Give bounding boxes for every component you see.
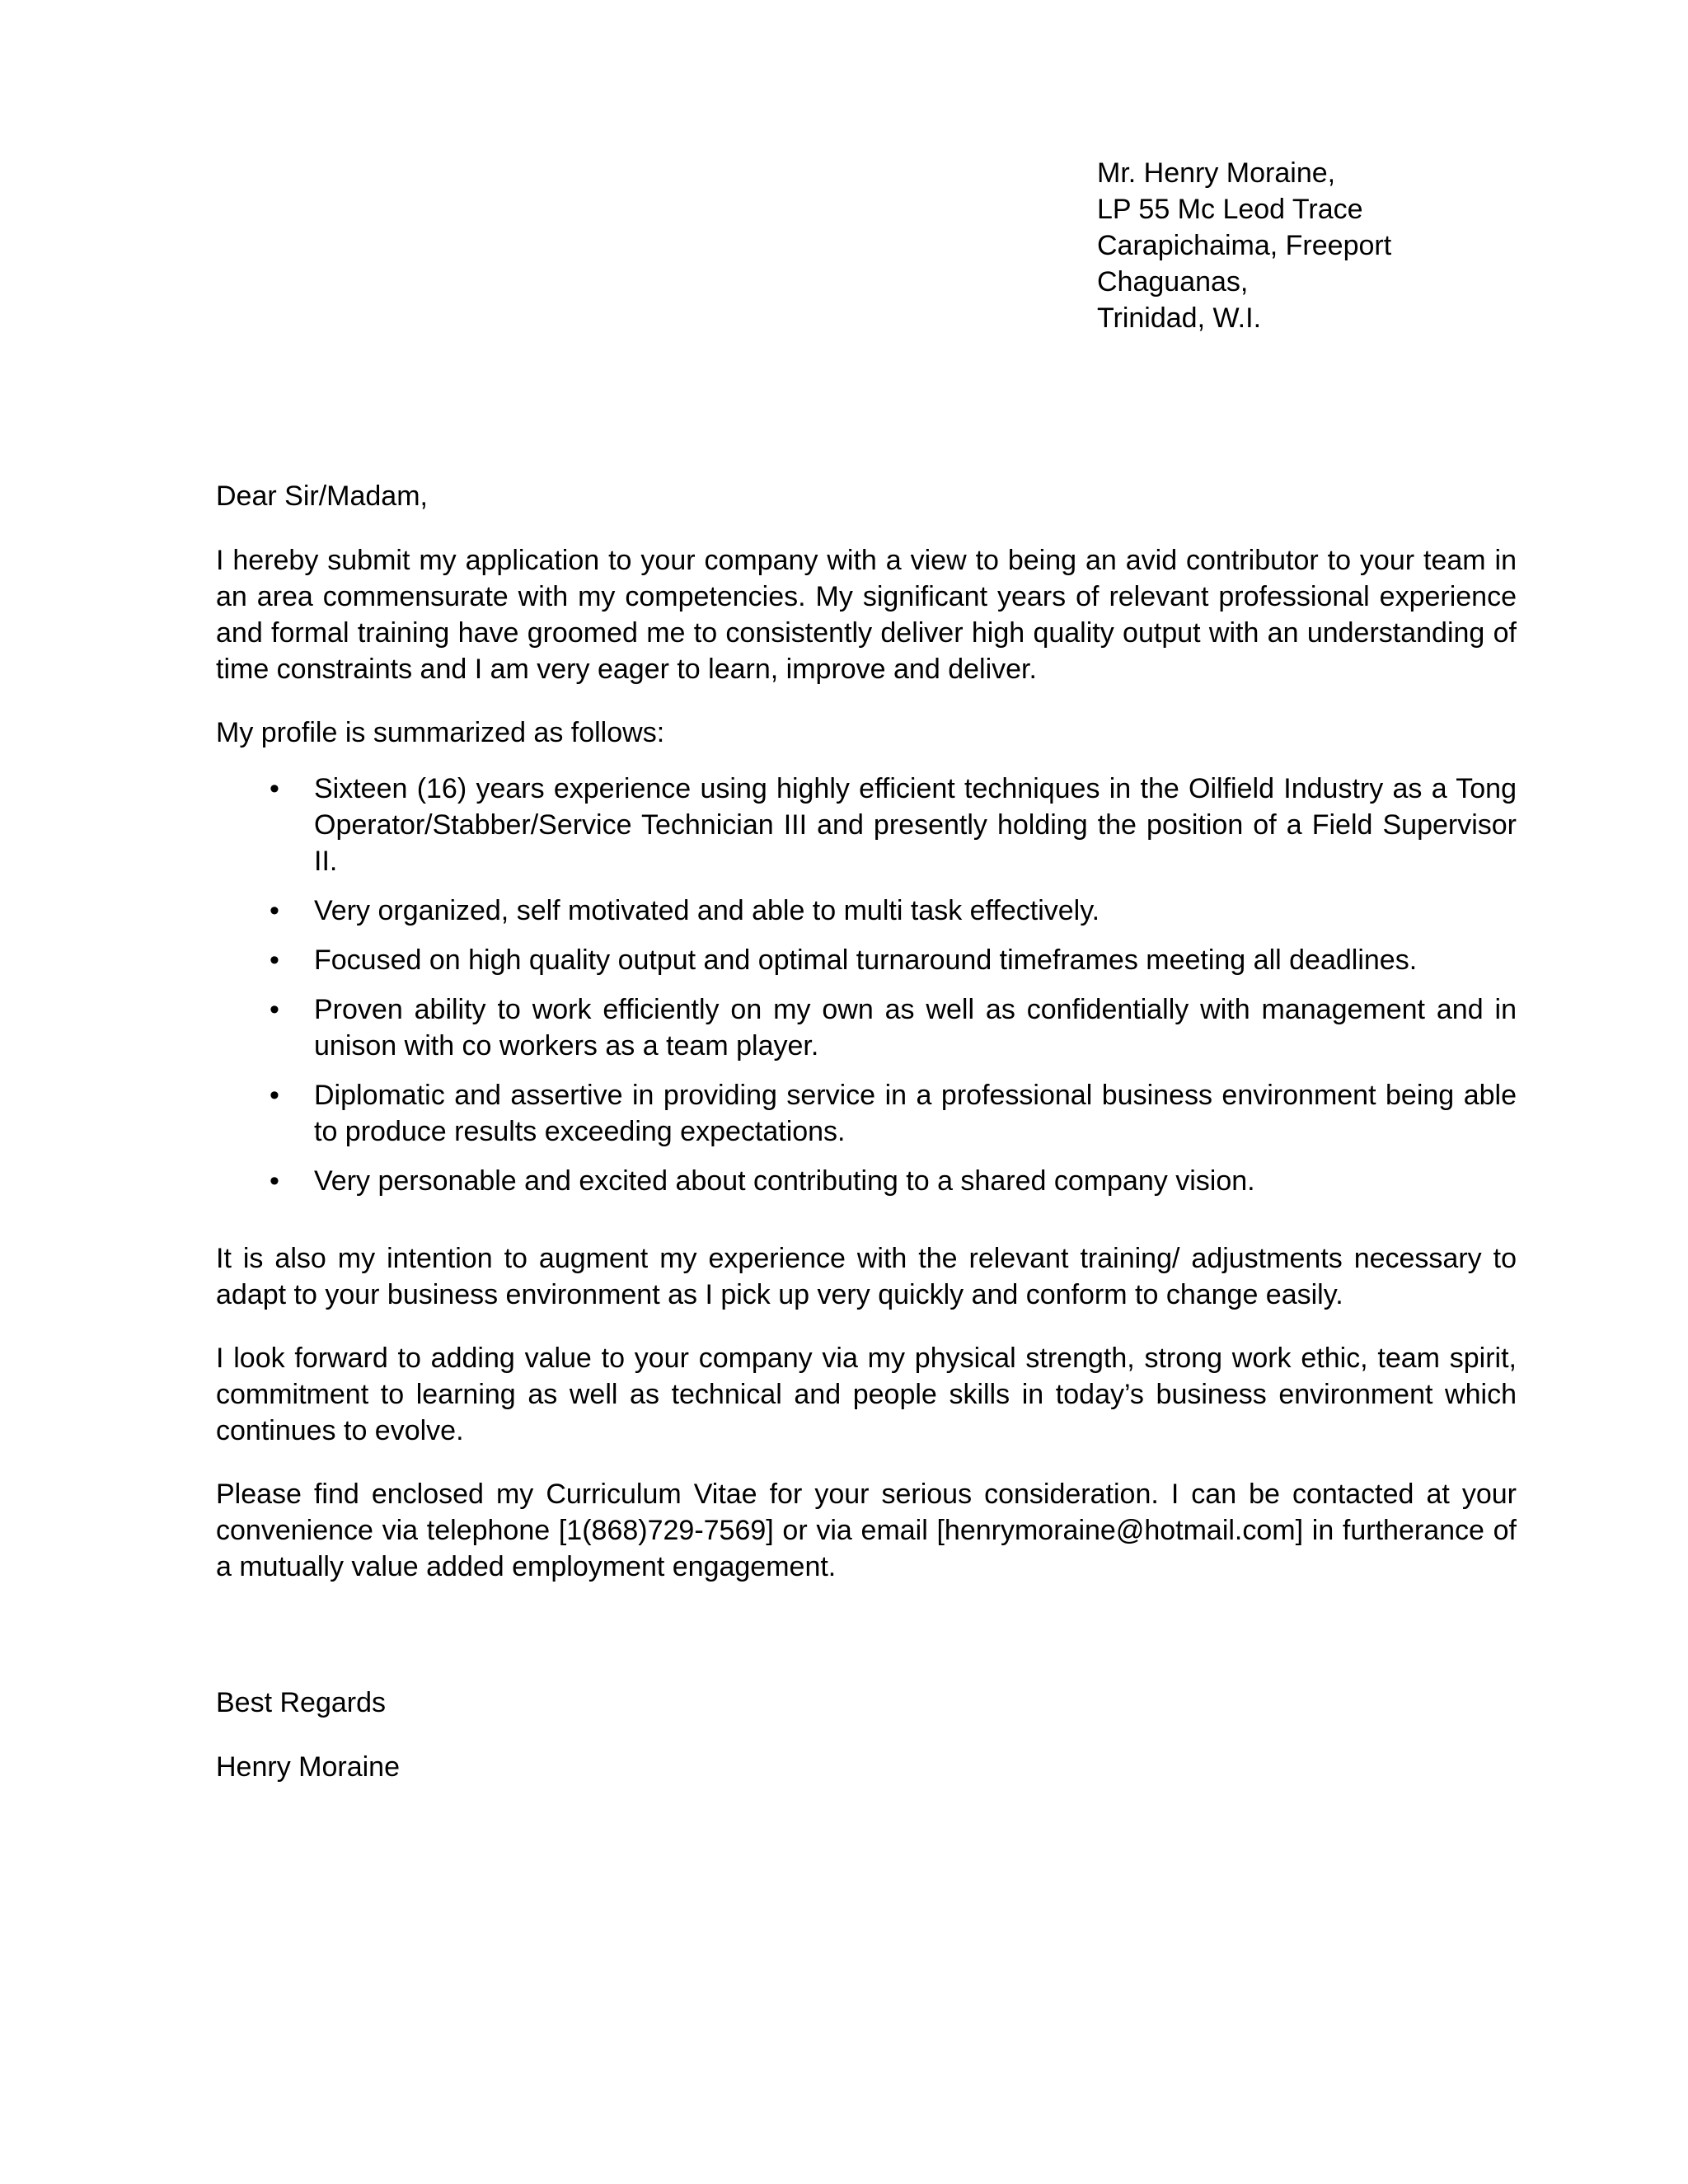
bullet-icon: • — [270, 895, 279, 926]
bullet-icon: • — [270, 1165, 279, 1197]
address-line-street: LP 55 Mc Leod Trace — [1097, 194, 1363, 225]
bullet-icon: • — [270, 773, 279, 804]
bullet-icon: • — [270, 994, 279, 1025]
signature-name: Henry Moraine — [216, 1751, 400, 1783]
intro-paragraph: I hereby submit my application to your company with a view to being an avid contributor to your team in an area commensurate with my competencies. My significant years of relevant professional experience and formal training have groomed me to consistently deliver high quality output with an understanding of time constraints and I am very eager to learn, improve and deliver. — [216, 545, 1517, 685]
salutation: Dear Sir/Madam, — [216, 480, 428, 512]
list-item — [216, 942, 1517, 978]
training-paragraph: It is also my intention to augment my experience with the relevant training/ adjustments necessary to adapt to your business environment as I pick up very quickly and conform to change easily. — [216, 1243, 1517, 1310]
value-paragraph: I look forward to adding value to your company via my physical strength, strong work ethic, team spirit, commitment to learning as well as technical and people skills in today’s business environment which continues to evolve. — [216, 1343, 1517, 1446]
list-item — [216, 1077, 1517, 1150]
address-line-country: Trinidad, W.I. — [1097, 302, 1262, 334]
list-item — [216, 893, 1517, 929]
list-item — [216, 771, 1517, 879]
list-item-text: Diplomatic and assertive in providing service in a professional business environment being able to produce results exceeding expectations. — [314, 1080, 1517, 1147]
letter-body — [216, 478, 1517, 1785]
closing: Best Regards — [216, 1687, 386, 1718]
list-item-text: Focused on high quality output and optimal turnaround timeframes meeting all deadlines. — [314, 944, 1418, 976]
sender-address-block — [1097, 155, 1391, 336]
profile-bullet-list — [216, 771, 1517, 1199]
closing-spacer — [216, 1612, 1517, 1685]
address-line-town: Chaguanas, — [1097, 266, 1249, 298]
list-item-text: Proven ability to work efficiently on my own as well as confidentially with management and in unison with co workers as a team player. — [314, 994, 1517, 1062]
address-line-name: Mr. Henry Moraine, — [1097, 157, 1336, 189]
list-item — [216, 991, 1517, 1064]
list-item — [216, 1163, 1517, 1199]
list-item-text: Sixteen (16) years experience using highly efficient techniques in the Oilfield Industry as a Tong Operator/Stabber/Service Technician III and presently holding the position of a Field Supervisor II. — [314, 773, 1517, 877]
address-line-area: Carapichaima, Freeport — [1097, 230, 1392, 261]
bullet-icon: • — [270, 944, 279, 976]
profile-intro: My profile is summarized as follows: — [216, 717, 665, 748]
contact-paragraph: Please find enclosed my Curriculum Vitae for your serious consideration. I can be contacted at your convenience via telephone [1(868)729-7569] or via email [henrymoraine@hotmail.com] in furtherance of a mutually value added employment engagement. — [216, 1479, 1517, 1582]
bullet-icon: • — [270, 1080, 279, 1111]
list-item-text: Very personable and excited about contributing to a shared company vision. — [314, 1165, 1255, 1197]
list-item-text: Very organized, self motivated and able to multi task effectively. — [314, 895, 1100, 926]
